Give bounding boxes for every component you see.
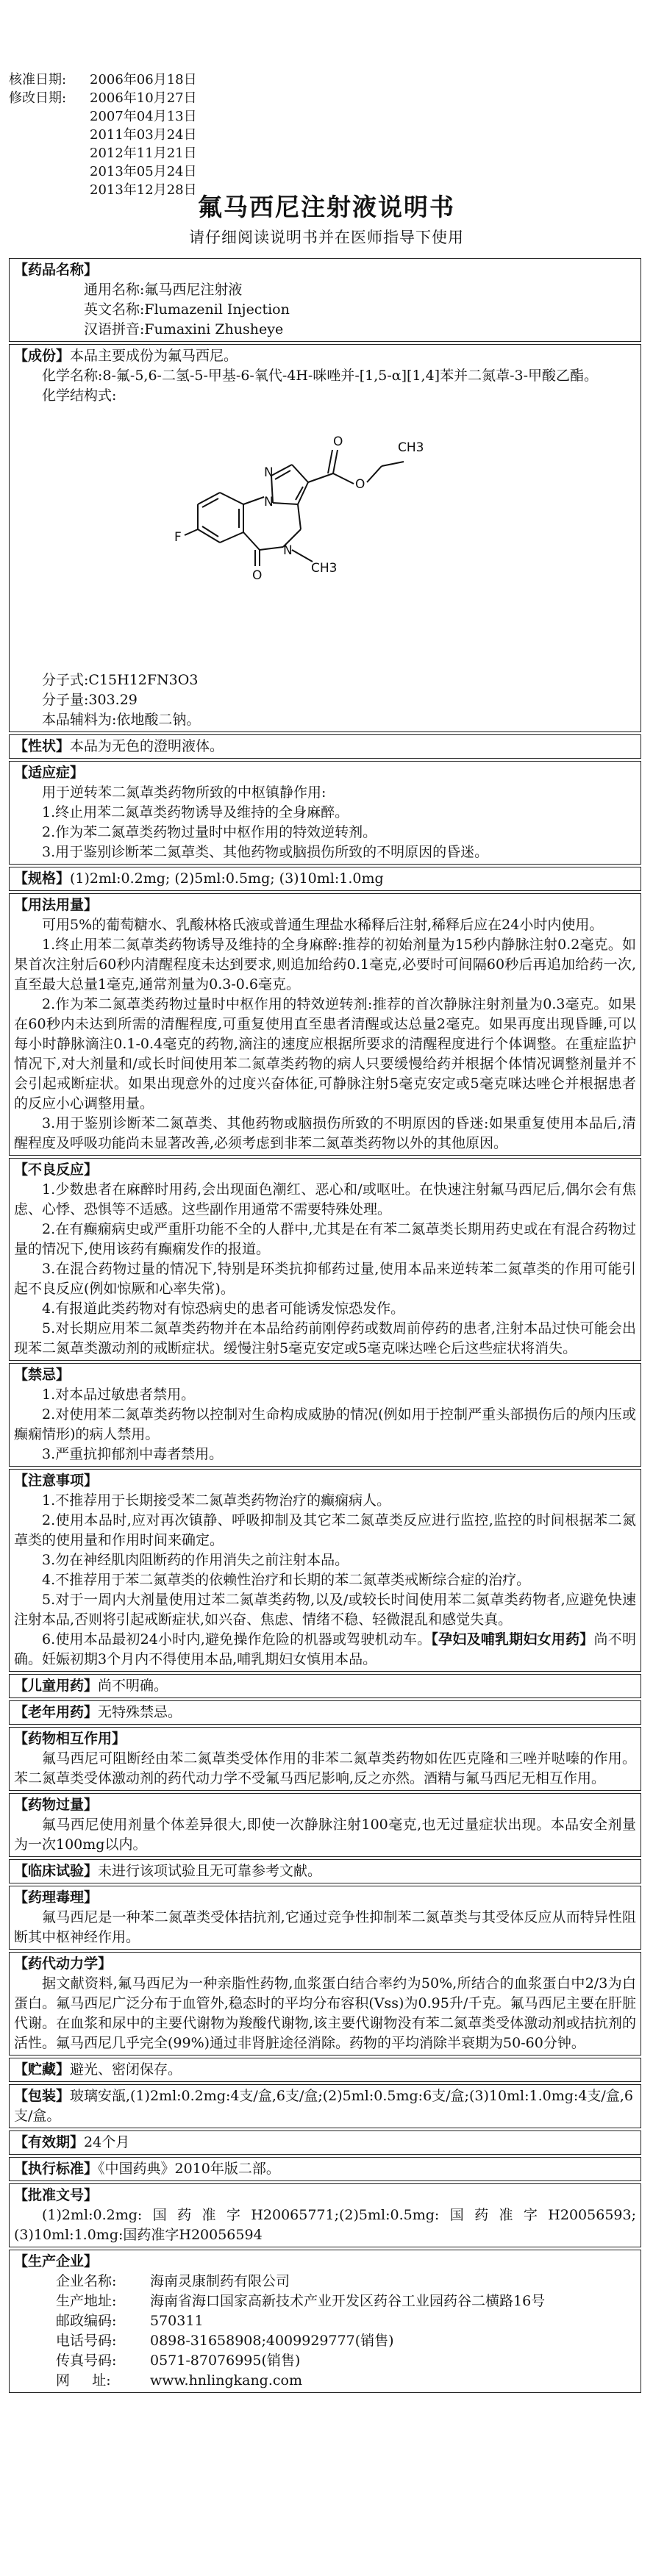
field-value: 570311 [150,2313,204,2329]
chemical-name [14,366,636,386]
paragraph: 氟马西尼可阻断经由苯二氮䓬类受体作用的非苯二氮䓬类药物如佐匹克隆和三唑并哒嗪的作用。苯二氮䓬类受体激动剂的药代动力学不受氟马西尼影响,反之亦然。酒精与氟马西尼无相互作用。 [14,1750,636,1786]
section-pediatric [9,1674,641,1698]
paragraph: 4.有报道此类药物对有惊恐病史的患者可能诱发惊恐发作。 [42,1300,405,1317]
date-label: 修改日期: [9,90,67,106]
section-storage [9,2058,641,2082]
structure-label: 化学结构式: [42,387,117,404]
section-text: 避光、密闭保存。 [70,2061,182,2078]
date-row [9,89,197,107]
field-value: Flumazenil Injection [144,301,290,318]
document-body [9,256,641,2393]
paragraph: 5.对于一周内大剂量使用过苯二氮䓬类药物,以及/或较长时间使用苯二氮䓬类药物者,应避免快速注射本品,否则将引起戒断症状,如兴奋、焦虑、情绪不稳、轻微混乱和感觉失真。 [14,1592,636,1628]
section-heading: 【包装】 [14,2088,71,2104]
composition-line [14,346,636,366]
field-value: 0898-31658908;4009929777(销售) [150,2333,394,2349]
paragraph: 3.用于鉴别诊断苯二氮䓬类、其他药物或脑损伤所致的不明原因的昏迷。 [42,844,489,860]
date-label [9,126,90,144]
website-row [56,2371,636,2391]
section-heading: 【注意事项】 [14,1473,99,1489]
date-row [9,126,197,144]
section-standard [9,2157,641,2181]
field-value: 海南灵康制药有限公司 [150,2273,290,2289]
generic-name-row [14,280,636,300]
section-text: 无特殊禁忌。 [98,1704,182,1720]
field-label: 分子量: [42,692,89,708]
paragraph: 1.终止用苯二氮䓬类药物诱导及维持的全身麻醉。 [42,804,349,820]
section-text: 尚不明确。 [98,1678,168,1694]
section-contraindications [9,1363,641,1467]
section-text: (1)2ml:0.2mg; (2)5ml:0.5mg; (3)10ml:1.0mg [70,870,384,887]
composition-text: 本品主要成份为氟马西尼。 [70,348,238,364]
field-label: 网 址: [56,2372,111,2389]
date-row [9,144,197,162]
paragraph: 据文献资料,氟马西尼为一种亲脂性药物,血浆蛋白结合率约为50%,所结合的血浆蛋白中2/3为白蛋白。氟马西尼广泛分布于血管外,稳态时的平均分布容积(Vss)为0.95升/千克。氟马西尼主要在肝脏代谢。在血浆和尿中的主要代谢物为羧酸代谢物,该主要代谢物没有苯二氮䓬类受体激动剂或拮抗剂的活性。氟马西尼几乎完全(99%)通过非肾脏途径消除。药物的平均消除半衰期为50-60分钟。 [14,1975,636,2051]
paragraph: 1.少数患者在麻醉时用药,会出现面色潮红、恶心和/或呕吐。在快速注射氟马西尼后,偶尔会有焦虑、心悸、恐惧等不适感。这些副作用通常不需要特殊处理。 [14,1181,636,1217]
molecule-structure [161,406,470,663]
section-heading: 【规格】 [14,870,71,887]
section-adverse-reactions [9,1158,641,1361]
field-value: 氟马西尼注射液 [144,282,243,298]
paragraph: (1)2ml:0.2mg:国药准字H20065771;(2)5ml:0.5mg:国药准字H20056593;(3)10ml:1.0mg:国药准字H20056594 [14,2207,636,2243]
english-name-row [14,300,636,320]
date-value: 2013年12月28日 [90,182,197,198]
section-heading: 【贮藏】 [14,2061,71,2078]
field-label: 电话号码: [56,2333,117,2349]
section-interactions [9,1727,641,1791]
section-heading: 【禁忌】 [14,1367,71,1383]
field-label: 邮政编码: [56,2313,117,2329]
atom-f: F [174,530,182,545]
section-heading: 【批准文号】 [14,2187,99,2203]
field-label: 企业名称: [56,2273,117,2289]
phone-row [56,2331,636,2351]
atom-n-top: N [264,465,274,480]
section-heading: 【孕妇及哺乳期妇女用药】 [431,1631,594,1647]
paragraph-text: 6.使用本品最初24小时内,避免操作危险的机器或驾驶机动车。 [42,1631,432,1647]
date-label [9,107,90,126]
postcode-row [56,2311,636,2331]
date-label [9,144,90,162]
pinyin-name-row [14,320,636,340]
section-text: 玻璃安瓿,(1)2ml:0.2mg:4支/盒,6支/盒;(2)5ml:0.5mg:6支/盒;(3)10ml:1.0mg:4支/盒,6支/盒。 [14,2088,633,2124]
structure-figure [14,406,636,670]
paragraph: 氟马西尼是一种苯二氮䓬类受体拮抗剂,它通过竞争性抑制苯二氮䓬类与其受体反应从而特异性阻断其中枢神经作用。 [14,1909,636,1945]
section-heading: 【执行标准】 [14,2161,99,2177]
atom-ch3-bottom: CH3 [311,561,338,576]
field-label: 通用名称: [84,282,145,298]
date-value: 2007年04月13日 [90,109,197,124]
paragraph: 3.在混合药物过量的情况下,特别是环类抗抑郁药过量,使用本品来逆转苯二氮䓬类的作用可能引起不良反应(例如惊厥和心率失常)。 [14,1261,636,1297]
section-text: 本品为无色的澄明液体。 [70,738,224,754]
paragraph: 2.作为苯二氮䓬类药物过量时中枢作用的特效逆转剂。 [42,824,377,840]
field-label: 生产地址: [56,2293,117,2309]
section-heading: 【有效期】 [14,2134,85,2150]
website-link[interactable]: www.hnlingkang.com [150,2372,302,2389]
date-value: 2012年11月21日 [90,146,197,161]
section-manufacturer [9,2250,641,2393]
date-value: 2011年03月24日 [90,127,197,143]
field-value: 303.29 [88,692,138,708]
section-text: 尚不明确。妊娠初期3个月内不得使用本品,哺乳期妇女慎用本品。 [14,1631,636,1667]
section-packaging [9,2084,641,2128]
page-title: 氟马西尼注射液说明书 [198,193,455,221]
section-overdose [9,1793,641,1857]
atom-o-amide: O [252,568,263,583]
date-row [9,162,197,181]
section-heading: 【药物相互作用】 [14,1731,126,1747]
paragraph: 5.对长期应用苯二氮䓬类药物并在本品给药前刚停药或数周前停药的患者,注射本品过快可能会出现苯二氮䓬类激动剂的戒断症状。缓慢注射5毫克安定或5毫克咪达唑仑后这些症状将消失。 [14,1320,636,1356]
atom-n-ring: N [264,495,274,509]
section-text: 24个月 [84,2134,130,2150]
paragraph: 3.勿在神经肌肉阻断药的作用消失之前注射本品。 [42,1552,349,1568]
excipient-text: 本品辅料为:依地酸二钠。 [42,712,201,728]
page-subtitle: 请仔细阅读说明书并在医师指导下使用 [189,229,464,246]
paragraph: 1.终止用苯二氮䓬类药物诱导及维持的全身麻醉:推荐的初始剂量为15秒内静脉注射0.2毫克。如果首次注射后60秒内清醒程度未达到要求,则追加给药0.1毫克,必要时可间隔60秒后再追加给药一次,直至最大总量1毫克,通常剂量为0.3-0.6毫克。 [14,937,636,992]
section-properties [9,734,641,759]
section-precautions [9,1469,641,1672]
section-heading: 【药理毒理】 [14,1889,99,1906]
section-specs [9,867,641,891]
paragraph: 用于逆转苯二氮䓬类药物所致的中枢镇静作用: [42,784,326,801]
paragraph: 2.对使用苯二氮䓬类药物以控制对生命构成威胁的情况(例如用于控制严重头部损伤后的颅内压或癫痫情形)的病人禁用。 [14,1406,636,1442]
paragraph: 3.用于鉴别诊断苯二氮䓬类、其他药物或脑损伤所致的不明原因的昏迷:如果重复使用本品后,清醒程度及呼吸功能尚未显著改善,必须考虑到非苯二氮䓬类药物以外的其他原因。 [14,1115,636,1151]
molecular-weight [14,690,636,710]
date-list [9,71,197,199]
paragraph [14,1630,636,1670]
section-clinical [9,1859,641,1883]
paragraph: 1.不推荐用于长期接受苯二氮䓬类药物治疗的癫痫病人。 [42,1492,391,1509]
section-heading: 【用法用量】 [14,897,99,913]
atom-o-carbonyl: O [333,434,343,449]
section-heading: 【不良反应】 [14,1162,99,1178]
fax-row [56,2351,636,2371]
field-label: 化学名称: [42,368,103,384]
section-heading: 【适应症】 [14,765,85,781]
field-label: 英文名称: [84,301,145,318]
atom-ch3-top: CH3 [398,440,424,455]
section-pharmacokinetics [9,1952,641,2056]
date-row [9,107,197,126]
field-value: 海南省海口国家高新技术产业开发区药谷工业园药谷二横路16号 [150,2293,546,2309]
section-toxicology [9,1886,641,1950]
section-heading: 【老年用药】 [14,1704,99,1720]
atom-n-methyl: N [283,543,293,558]
date-row [9,71,197,89]
paragraph: 可用5%的葡萄糖水、乳酸林格氏液或普通生理盐水稀释后注射,稀释后应在24小时内使用。 [42,917,604,933]
date-value: 2006年10月27日 [90,90,197,106]
field-value: 0571-87076995(销售) [150,2353,301,2369]
section-heading: 【儿童用药】 [14,1678,99,1694]
company-name-row [56,2272,636,2291]
section-heading: 【临床试验】 [14,1863,99,1879]
field-label: 传真号码: [56,2353,117,2369]
section-validity [9,2130,641,2155]
section-text: 未进行该项试验且无可靠参考文献。 [98,1863,322,1879]
section-drug-name [9,258,641,342]
section-text: 《中国药典》2010年版二部。 [98,2161,280,2177]
section-heading: 【生产企业】 [14,2253,99,2269]
atom-o-ester: O [355,477,365,492]
field-value: Fumaxini Zhusheye [144,321,284,337]
field-value: 8-氟-5,6-二氢-5-甲基-6-氧代-4H-咪唑并-[1,5-α][1,4]苯并二氮䓬-3-甲酸乙酯。 [102,368,599,384]
manufacturer-info [14,2272,636,2391]
paragraph: 2.作为苯二氮䓬类药物过量时中枢作用的特效逆转剂:推荐的首次静脉注射剂量为0.3毫克。如果在60秒内未达到所需的清醒程度,可重复使用直至患者清醒或达总量2毫克。如果再度出现昏睡,可以每小时静脉滴注0.1-0.4毫克的药物,滴注的速度应根据所要求的清醒程度进行个体调整。在重症监护情况下,对大剂量和/或长时间使用苯二氮䓬类药物的病人只要缓慢给药并根据个体情况调整剂量并不会引起戒断症状。如果出现意外的过度兴奋体征,可静脉注射5毫克安定或5毫克咪达唑仑并根据患者的反应小心调整用量。 [14,996,636,1112]
section-indications [9,761,641,865]
section-approval [9,2183,641,2247]
paragraph: 3.严重抗抑郁剂中毒者禁用。 [42,1446,224,1462]
field-label: 汉语拼音: [84,321,145,337]
date-value: 2006年06月18日 [90,72,197,87]
paragraph: 4.不推荐用于苯二氮䓬类的依赖性治疗和长期的苯二氮䓬类戒断综合症的治疗。 [42,1572,531,1588]
section-heading: 【药物过量】 [14,1797,99,1813]
date-label: 核准日期: [9,72,67,87]
section-composition [9,344,641,732]
paragraph: 2.使用本品时,应对再次镇静、呼吸抑制及其它苯二氮䓬类反应进行监控,监控的时间根据苯二氮䓬类的使用量和作用时间来确定。 [14,1512,636,1548]
section-heading: 【成份】 [14,348,71,364]
section-heading: 【药代动力学】 [14,1956,113,1972]
section-heading: 【性状】 [14,738,71,754]
address-row [56,2291,636,2311]
paragraph: 2.在有癫痫病史或严重肝功能不全的人群中,尤其是在有苯二氮䓬类长期用药史或在有混合药物过量的情况下,使用该药有癫痫发作的报道。 [14,1221,636,1257]
date-value: 2013年05月24日 [90,164,197,179]
paragraph: 1.对本品过敏患者禁用。 [42,1387,196,1403]
molecular-formula [14,670,636,690]
field-value: C15H12FN3O3 [88,672,199,688]
date-label [9,162,90,181]
field-label: 分子式: [42,672,89,688]
section-heading: 【药品名称】 [14,262,99,278]
paragraph: 氟马西尼使用剂量个体差异很大,即使一次静脉注射100毫克,也无过量症状出现。本品安全剂量为一次100mg以内。 [14,1817,636,1853]
section-dosage [9,893,641,1156]
section-geriatric [9,1700,641,1725]
